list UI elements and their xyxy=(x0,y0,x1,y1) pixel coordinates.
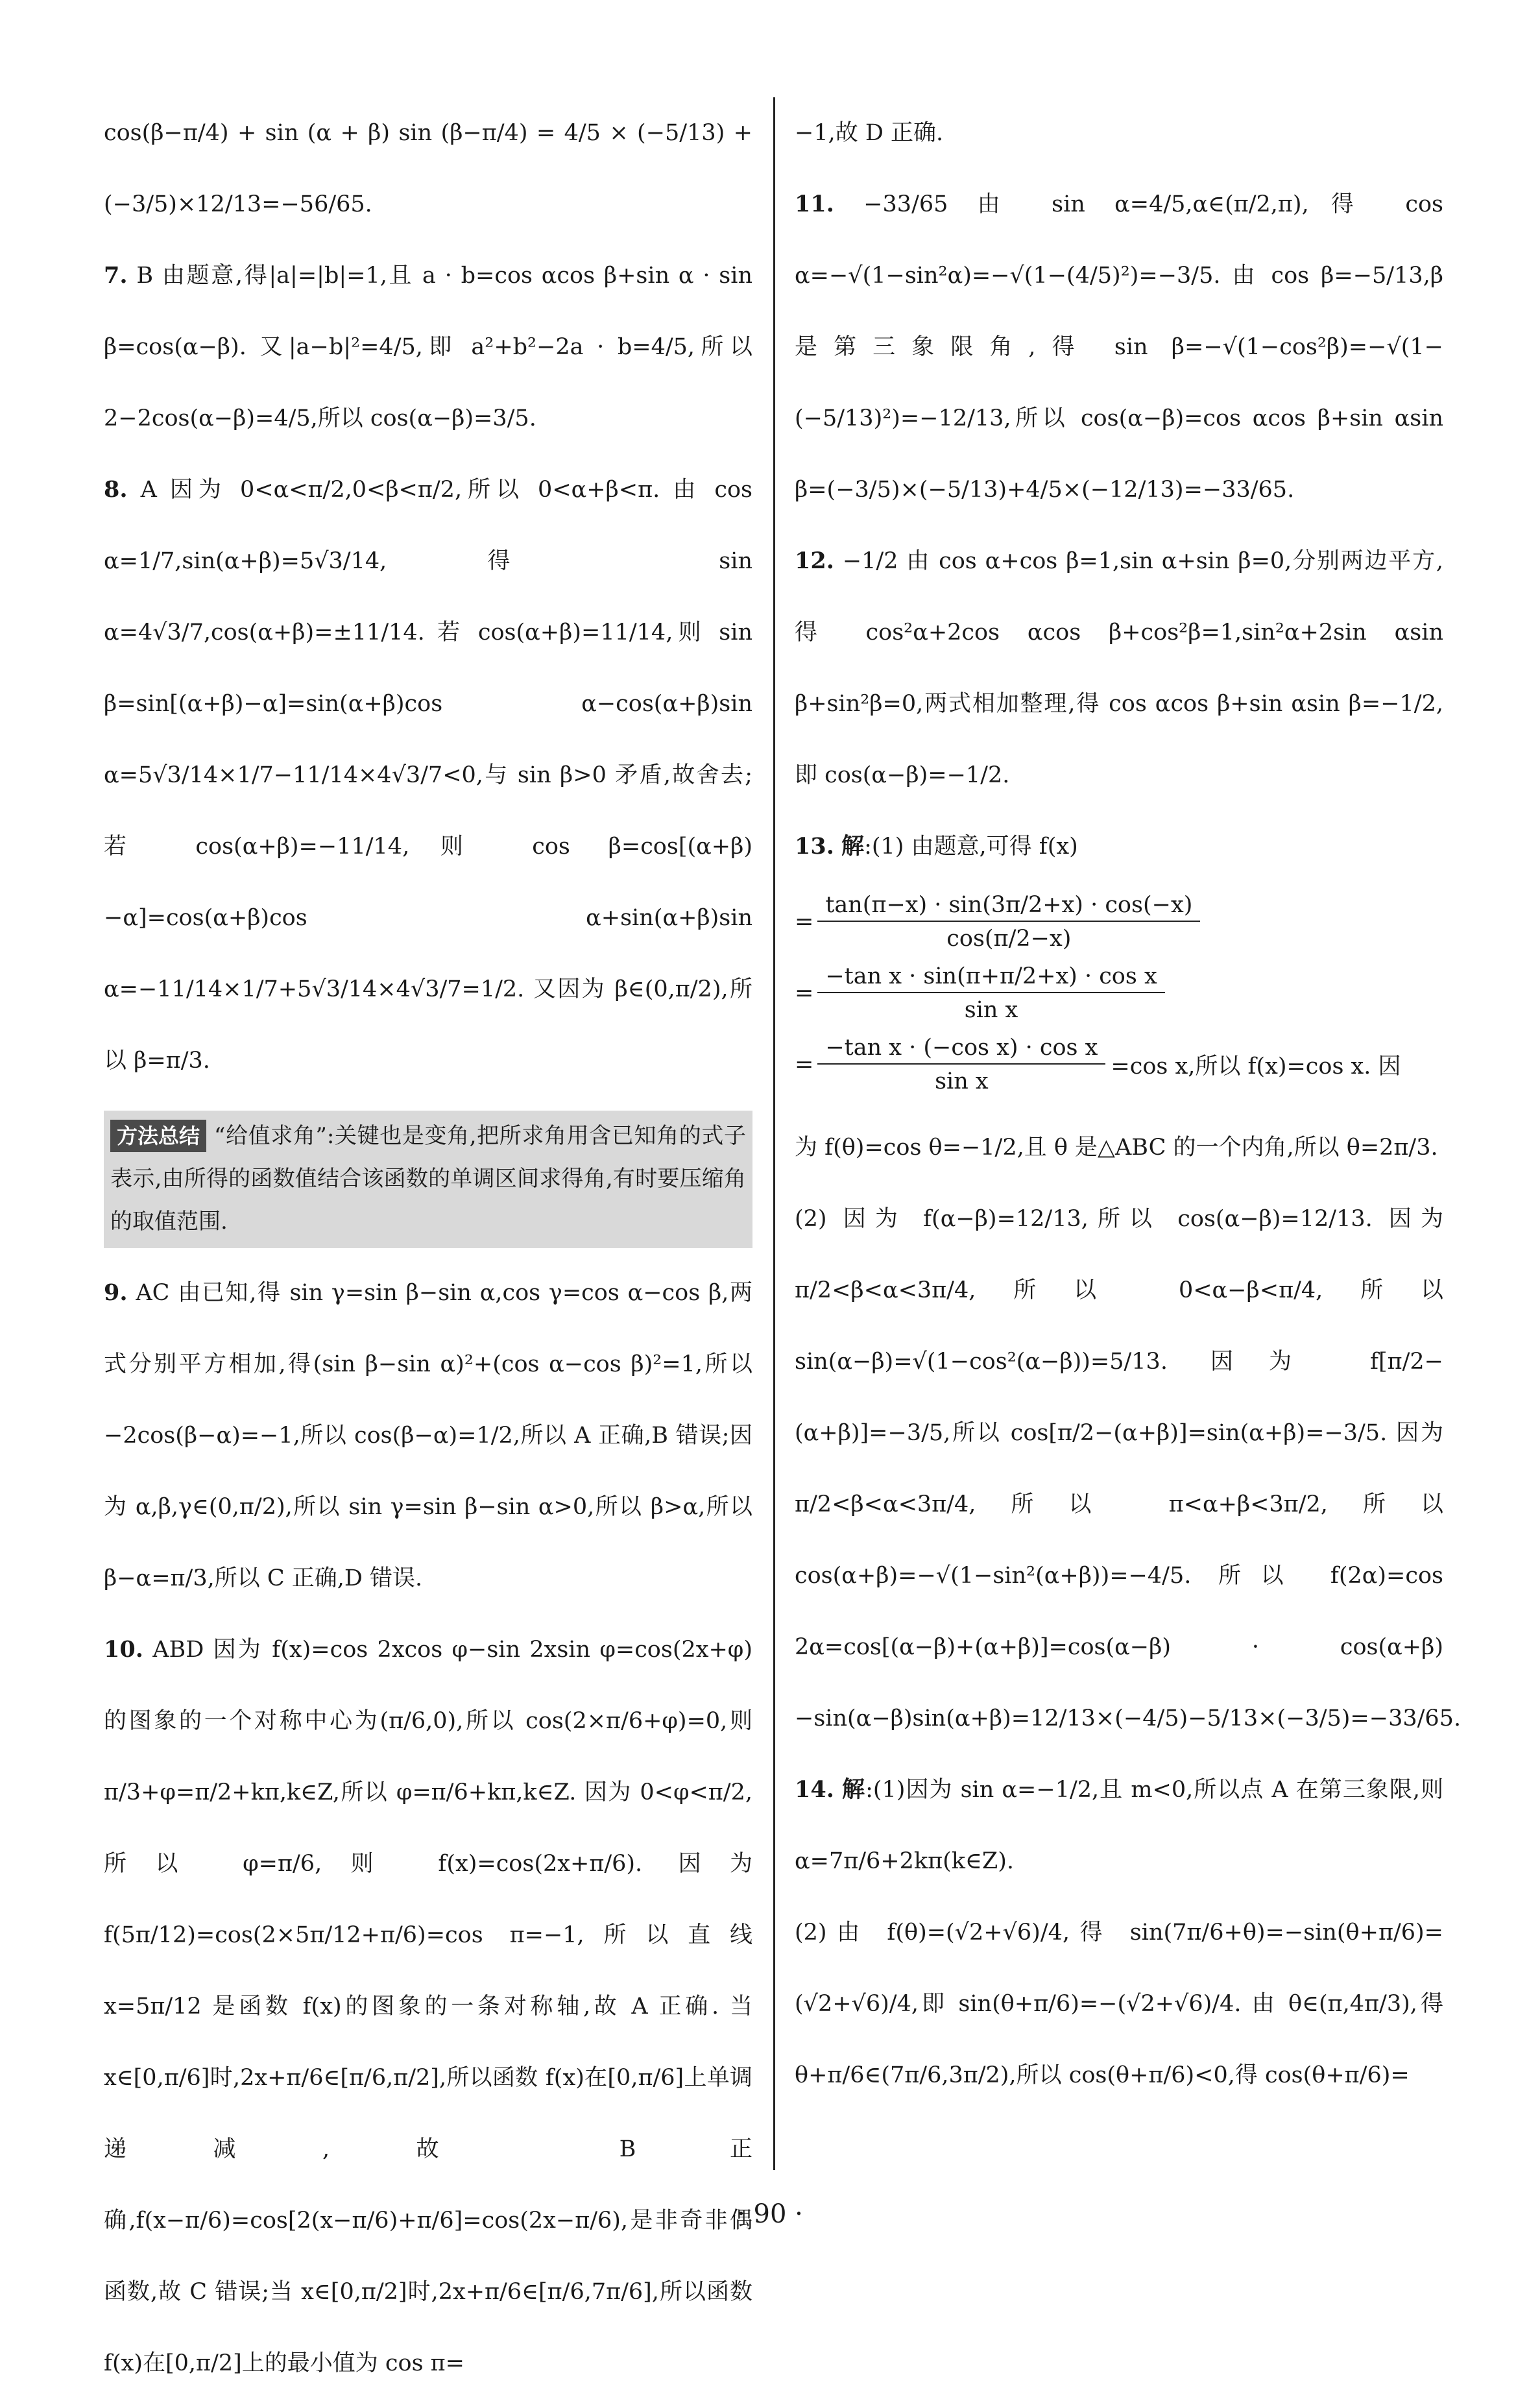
fraction-2-numerator: −tan x · sin(π+π/2+x) · cos x xyxy=(817,963,1164,993)
fraction-1-numerator: tan(π−x) · sin(3π/2+x) · cos(−x) xyxy=(817,892,1200,922)
answer-10-end: −1,故 D 正确. xyxy=(795,120,944,146)
answer-9-number: 9. xyxy=(104,1279,128,1306)
answer-11-number: 11. xyxy=(795,191,834,217)
answer-13-derivation xyxy=(795,886,1443,1100)
answer-14-part-1: :(1)因为 sin α=−1/2,且 m<0,所以点 A 在第三象限,则 α=7π/6+2kπ(k∈Z). xyxy=(795,1777,1443,1874)
fraction-line-3: = $\frac{\text{−tan x · (−cos x) · cos x}}{\text{sin x}}$ =cos x,所以 f(x)=cos x. 因 xyxy=(795,1035,1401,1094)
answer-12 xyxy=(795,525,1443,811)
answer-7-number: 7. xyxy=(104,262,128,289)
answer-6-continuation: cos(β−π/4) + sin (α + β) sin (β−π/4) = 4/5 × (−5/13) + (−3/5)×12/13=−56/65. xyxy=(104,120,752,217)
answer-13-intro-text: :(1) 由题意,可得 f(x) xyxy=(864,834,1078,860)
answer-8-number: 8. xyxy=(104,476,128,503)
answer-10-number: 10. xyxy=(104,1636,143,1663)
answer-8 xyxy=(104,454,752,1096)
fraction-line-2: = $\frac{\text{−tan x · sin(π+π/2+x) · cos x}}{\text{sin x}}$ xyxy=(795,958,1443,1029)
answer-14 xyxy=(795,1754,1443,1897)
answer-8-text: A 因为 0<α<π/2,0<β<π/2,所以 0<α+β<π. 由 cos α=1/7,sin(α+β)=5√3/14,得 sin α=4√3/7,cos(α+β)=±11/14. 若 cos(α+β)=11/14,则 sin β=sin[(α+β)−α]=sin(α+β)cos α−cos(α+β)sin α=5√3/14×1/7−11/14×4√3/7<0,与 sin β>0 矛盾,故舍去;若 cos(α+β)=−11/14,则 cos β=cos[(α+β)−α]=cos(α+β)cos α+sin(α+β)sin α=−11/14×1/7+5√3/14×4√3/7=1/2. 又因为 β∈(0,π/2),所以 β=π/3. xyxy=(104,477,752,1074)
answer-10-text: ABD 因为 f(x)=cos 2xcos φ−sin 2xsin φ=cos(2x+φ)的图象的一个对称中心为(π/6,0),所以 cos(2×π/6+φ)=0,则 π/3+φ=π/2+kπ,k∈Z,所以 φ=π/6+kπ,k∈Z. 因为 0<φ<π/2,所以 φ=π/6,则 f(x)=cos(2x+π/6). 因为 f(5π/12)=cos(2×5π/12+π/6)=cos π=−1,所以直线 x=5π/12 是函数 f(x)的图象的一条对称轴,故 A 正确. 当 x∈[0,π/6]时,2x+π/6∈[π/6,π/2],所以函数 f(x)在[0,π/6]上单调递减,故 B 正确,f(x−π/6)=cos[2(x−π/6)+π/6]=cos(2x−π/6),是非奇非偶函数,故 C 错误;当 x∈[0,π/2]时,2x+π/6∈[π/6,7π/6],所以函数 f(x)在[0,π/2]上的最小值为 cos π= xyxy=(104,1637,752,2376)
method-summary-tag: 方法总结 xyxy=(110,1120,206,1152)
answer-7-text: B 由题意,得|a|=|b|=1,且 a · b=cos αcos β+sin α · sin β=cos(α−β). 又|a−b|²=4/5,即 a²+b²−2a · b=4/5,所以 2−2cos(α−β)=4/5,所以 cos(α−β)=3/5. xyxy=(104,263,752,431)
answer-14-number: 14. xyxy=(795,1776,834,1803)
right-column xyxy=(795,97,1462,2111)
fraction-3-denominator: sin x xyxy=(935,1068,989,1094)
fraction-1-denominator: cos(π/2−x) xyxy=(946,926,1072,952)
answer-11 xyxy=(795,169,1443,525)
answer-9-text: AC 由已知,得 sin γ=sin β−sin α,cos γ=cos α−cos β,两式分别平方相加,得(sin β−sin α)²+(cos α−cos β)²=1,所以−2cos(β−α)=−1,所以 cos(β−α)=1/2,所以 A 正确,B 错误;因为 α,β,γ∈(0,π/2),所以 sin γ=sin β−sin α>0,所以 β>α,所以 β−α=π/3,所以 C 正确,D 错误. xyxy=(104,1280,752,1591)
left-column xyxy=(104,97,752,2399)
answer-14-solution-label: 解 xyxy=(842,1777,866,1803)
answer-11-text: −33/65 由 sin α=4/5,α∈(π/2,π),得 cos α=−√(1−sin²α)=−√(1−(4/5)²)=−3/5. 由 cos β=−5/13,β 是第三象限角,得 sin β=−√(1−cos²β)=−√(1−(−5/13)²)=−12/13,所以 cos(α−β)=cos αcos β+sin αsin β=(−3/5)×(−5/13)+4/5×(−12/13)=−33/65. xyxy=(795,191,1443,503)
page-number: · 90 · xyxy=(737,2199,803,2229)
answer-13-solution-label: 解 xyxy=(841,834,865,860)
answer-12-text: −1/2 由 cos α+cos β=1,sin α+sin β=0,分别两边平方,得 cos²α+2cos αcos β+cos²β=1,sin²α+2sin αsin β+sin²β=0,两式相加整理,得 cos αcos β+sin αsin β=−1/2,即 cos(α−β)=−1/2. xyxy=(795,548,1443,788)
answer-13-number: 13. xyxy=(795,833,834,860)
fraction-line-1: = $\frac{\tan(\pi-x) \cdot \sin(3\pi/2+x) \cdot \cos(-x)}{\cos(\pi/2-x)}$ xyxy=(795,886,1443,958)
fraction-3-tail: =cos x,所以 f(x)=cos x. 因 xyxy=(1111,1054,1401,1079)
answer-10 xyxy=(104,1614,752,2399)
fraction-3-numerator: −tan x · (−cos x) · cos x xyxy=(817,1035,1105,1065)
answer-14-part-2: (2)由 f(θ)=(√2+√6)/4,得 sin(7π/6+θ)=−sin(θ+π/6)=(√2+√6)/4,即 sin(θ+π/6)=−(√2+√6)/4. 由 θ∈(π,4π/3),得 θ+π/6∈(7π/6,3π/2),所以 cos(θ+π/6)<0,得 cos(θ+π/6)= xyxy=(795,1920,1443,2088)
answer-9 xyxy=(104,1257,752,1614)
answer-12-number: 12. xyxy=(795,548,834,574)
answer-13-part-2: (2) 因为 f(α−β)=12/13,所以 cos(α−β)=12/13. 因为 π/2<β<α<3π/4,所以 0<α−β<π/4,所以 sin(α−β)=√(1−cos²(α−β))=5/13. 因为 f[π/2−(α+β)]=−3/5,所以 cos[π/2−(α+β)]=sin(α+β)=−3/5. 因为 π/2<β<α<3π/4,所以 π<α+β<3π/2,所以 cos(α+β)=−√(1−sin²(α+β))=−4/5. 所以 f(2α)=cos 2α=cos[(α−β)+(α+β)]=cos(α−β) · cos(α+β)−sin(α−β)sin(α+β)=12/13×(−4/5)−5/13×(−3/5)=−33/65. xyxy=(795,1206,1462,1731)
method-summary-text: “给值求角”:关键也是变角,把所求角用含已知角的式子表示,由所得的函数值结合该函数的单调区间求得角,有时要压缩角的取值范围. xyxy=(110,1123,746,1235)
column-divider xyxy=(773,97,775,2170)
answer-13-intro xyxy=(795,811,1443,882)
answer-7 xyxy=(104,240,752,454)
fraction-2-denominator: sin x xyxy=(964,997,1018,1023)
answer-13-part-1-end: 为 f(θ)=cos θ=−1/2,且 θ 是△ABC 的一个内角,所以 θ=2π/3. xyxy=(795,1135,1438,1161)
method-summary-box xyxy=(104,1111,752,1248)
